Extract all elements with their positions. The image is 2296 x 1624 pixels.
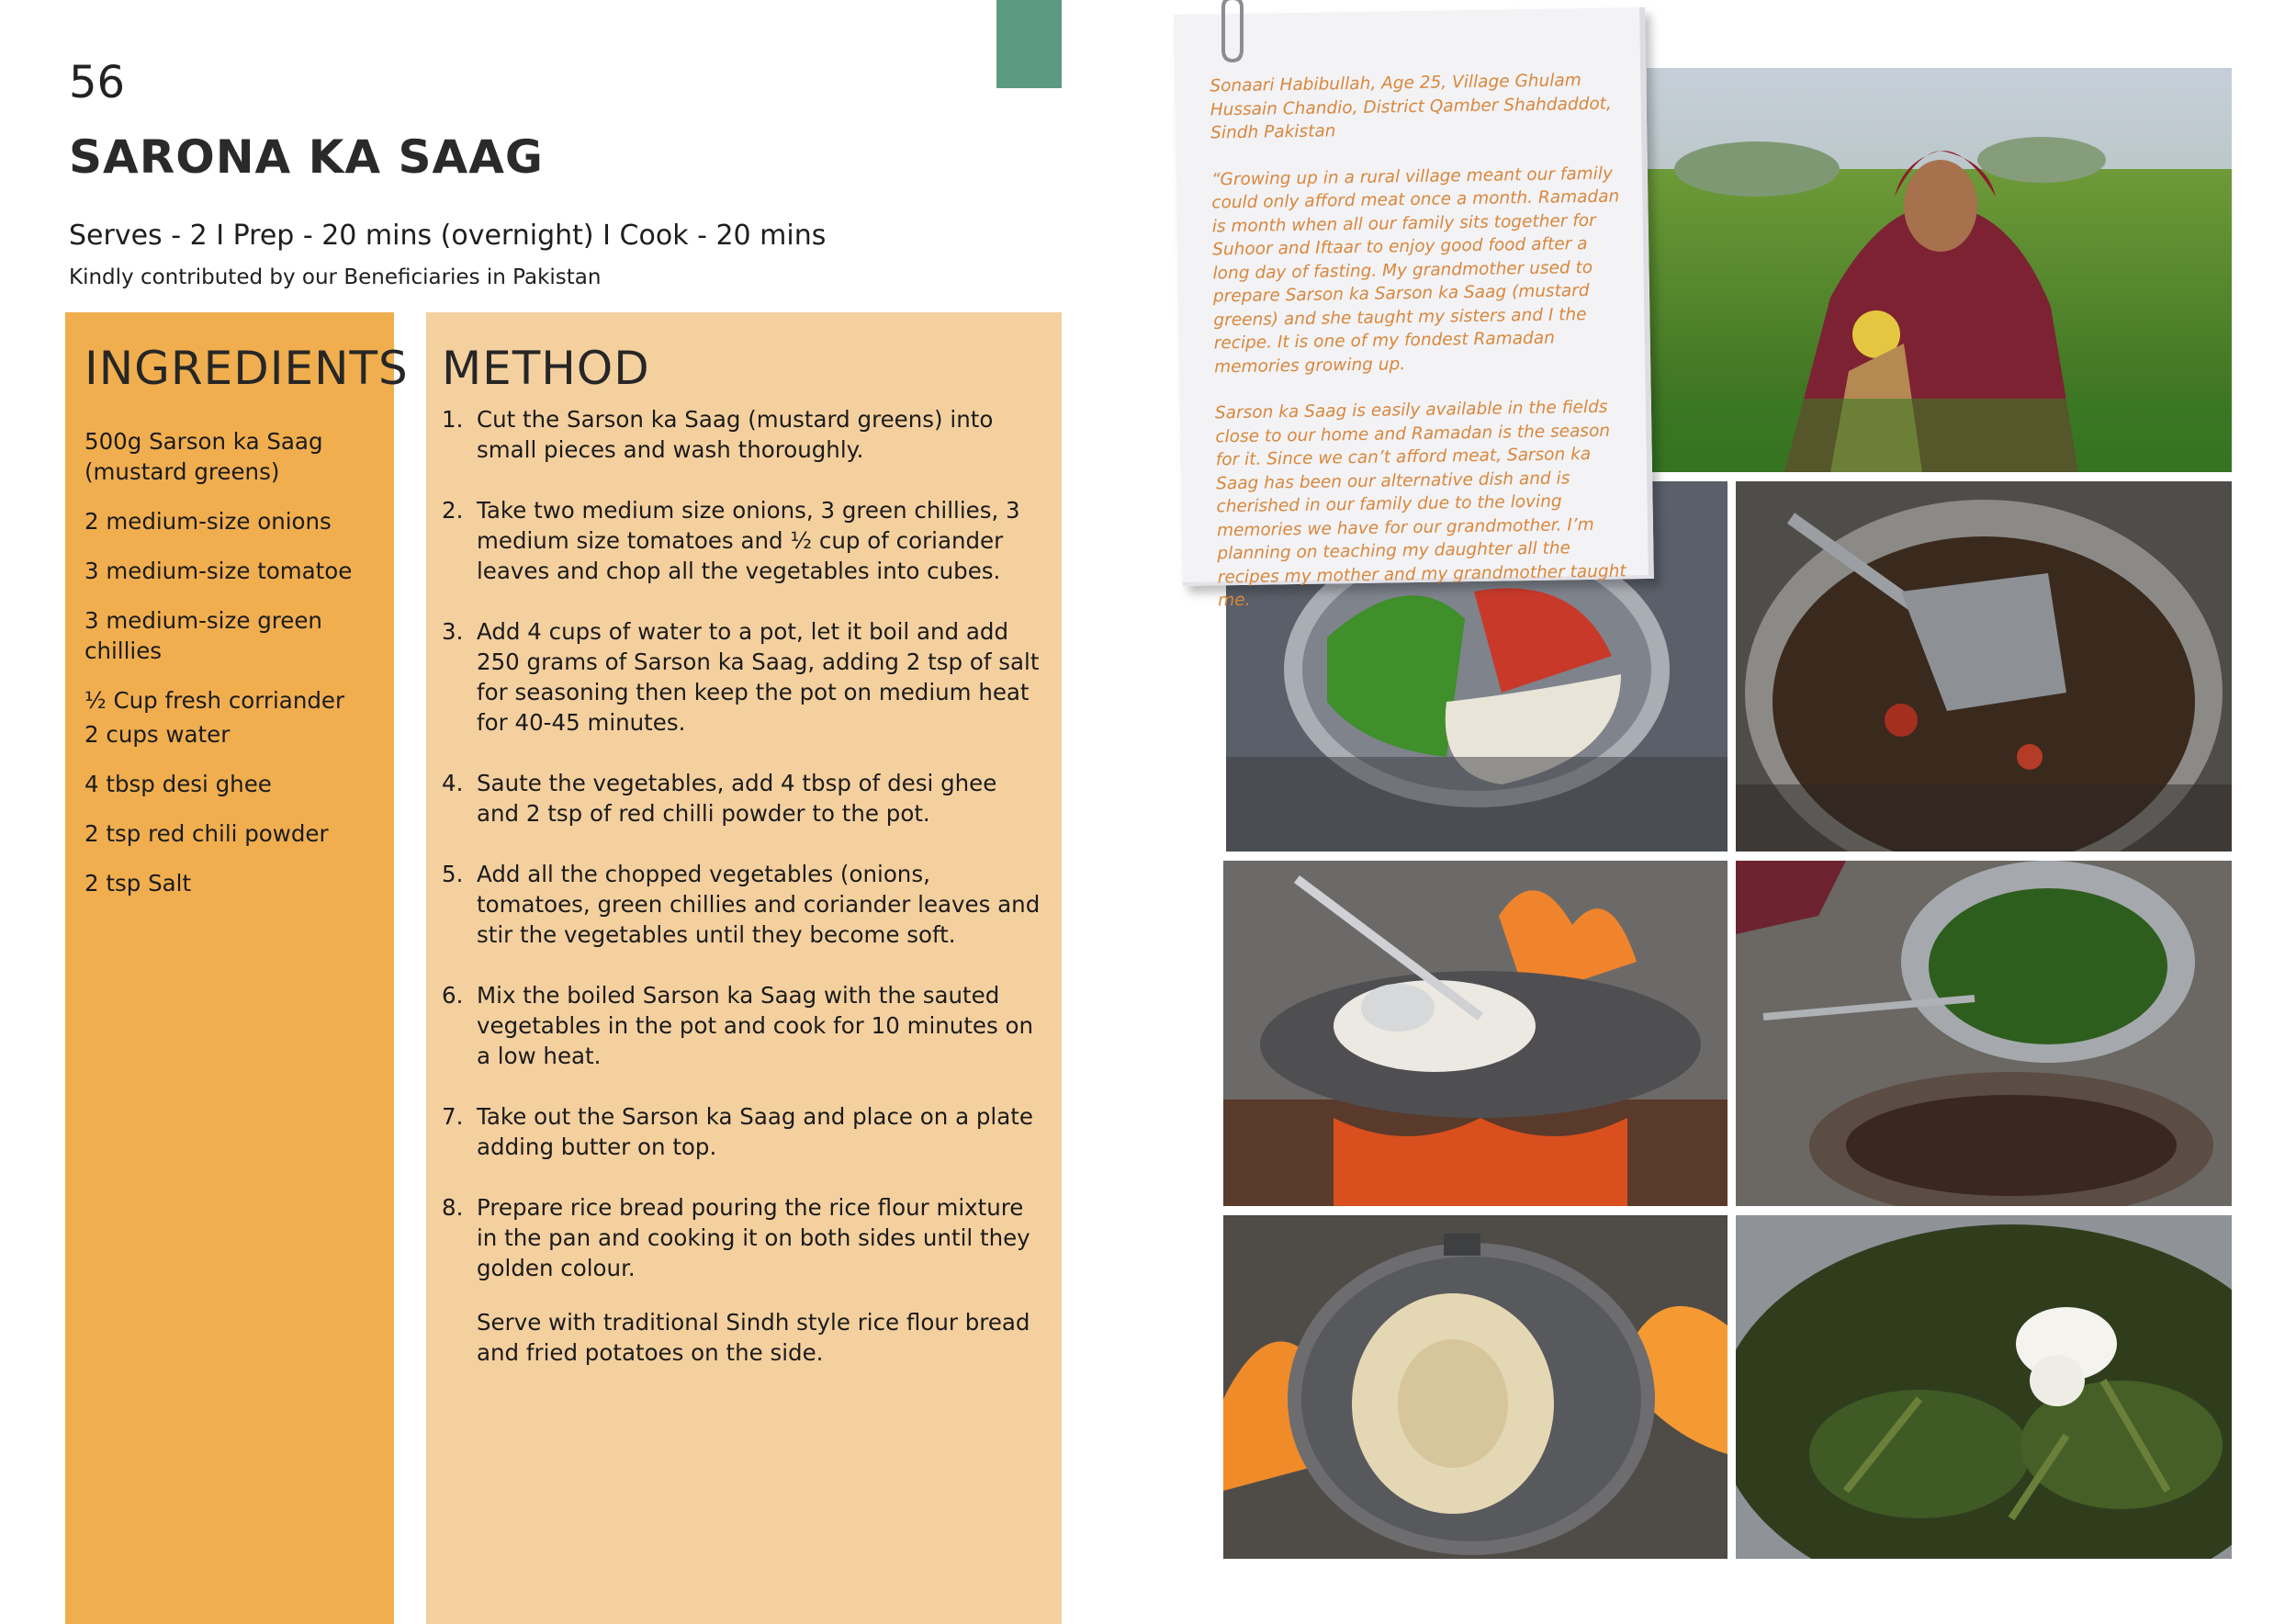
ingredient-item: 2 tsp red chili powder [84,820,329,847]
method-step [442,859,1043,950]
story-attribution: Sonaari Habibullah, Age 25, Village Ghulam Hussain Chandio, District Qamber Shahdaddot, Sindh Pakistan [1210,71,1612,143]
ingredients-heading: INGREDIENTS [84,342,409,395]
step-number: 5. [442,861,464,887]
ingredient-list [84,426,388,918]
step-text: Add all the chopped vegetables (onions, tomatoes, green chillies and coriander leaves and stir the vegetables until they become soft. [477,861,1041,948]
ingredient-item: ½ Cup fresh corriander [84,687,345,714]
recipe-title: SARONA KA SAAG [69,130,544,184]
step-text: Mix the boiled Sarson ka Saag with the sauted vegetables in the pot and cook for 10 minutes on a low heat. [477,982,1034,1069]
step-text: Add 4 cups of water to a pot, let it boil and add 250 grams of Sarson ka Saag, adding 2 tsp of salt for seasoning then keep the pot on medium heat for 40-45 minutes. [477,618,1040,736]
ingredient-item: 2 medium-size onions [84,508,332,535]
ingredient-item: 3 medium-size green chillies [84,607,322,664]
method-step [442,1192,1043,1283]
ingredient-item: 4 tbsp desi ghee [84,771,272,797]
step-number: 7. [442,1103,464,1130]
ingredient-item: 2 tsp Salt [84,870,192,897]
step-number: 4. [442,770,464,796]
photo-cooking-pot-stir [1736,481,2232,851]
page-tab-marker [996,0,1062,88]
step-text: Take out the Sarson ka Saag and place on a plate adding butter on top. [477,1103,1033,1160]
step-number: 3. [442,618,464,645]
photo-rice-bread-griddle [1223,861,1728,1206]
step-number: 8. [442,1194,464,1221]
serving-note: Serve with traditional Sindh style rice flour bread and fried potatoes on the side. [477,1309,1030,1366]
photo-bread-over-fire [1223,1215,1728,1559]
ingredients-panel [65,312,409,1624]
recipe-credit: Kindly contributed by our Beneficiaries in Pakistan [69,265,602,289]
method-step [442,1101,1043,1162]
paperclip-icon [1210,0,1260,70]
ingredient-item: 2 cups water [84,721,231,748]
story-note-card [1174,7,1654,611]
step-number: 1. [442,406,464,433]
photo-woman-in-mustard-field [1647,68,2232,472]
method-list [442,404,1043,1314]
story-paragraph: Sarson ka Saag is easily available in the fields close to our home and Ramadan is the season for it. Since we can’t afford meat, Sarson ka Saag has been our alternative dish and is cherished in our family due to the loving memories we have for our grandmother. I’m planning on teaching my daughter all the recipes my mother and my grandmother taught me. [1214,397,1626,611]
step-text: Prepare rice bread pouring the rice flour mixture in the pan and cooking it on both sides until they golden colour. [477,1194,1030,1281]
recipe-meta: Serves - 2 I Prep - 20 mins (overnight) I Cook - 20 mins [69,220,827,252]
photo-finished-saag-with-butter [1736,1215,2232,1559]
method-step [442,980,1043,1071]
story-text [1210,68,1627,635]
photo-saag-poured-into-pot [1736,861,2232,1206]
step-number: 2. [442,497,464,524]
method-heading: METHOD [442,342,650,395]
step-number: 6. [442,982,464,1009]
method-step [442,768,1043,829]
step-text: Take two medium size onions, 3 green chillies, 3 medium size tomatoes and ½ cup of coriander leaves and chop all the vegetables into cubes. [477,497,1020,584]
method-step [442,495,1043,586]
step-text: Saute the vegetables, add 4 tbsp of desi ghee and 2 tsp of red chilli powder to the pot. [477,770,997,827]
page-number: 56 [69,57,126,108]
story-quote: “Growing up in a rural village meant our family could only afford meat once a month. Ramadan is month when all our family sits together for Suhoor and Iftaar to enjoy good food after a long day of fasting. My grandmother used to prepare Sarson ka Sarson ka Saag (mustard greens) and she taught my sisters and I the recipe. It is one of my fondest Ramadan memories growing up. [1210,164,1620,377]
step-text: Cut the Sarson ka Saag (mustard greens) into small pieces and wash thoroughly. [477,406,994,463]
ingredient-item: 3 medium-size tomatoe [84,558,353,584]
method-step [442,404,1043,465]
ingredient-item: 500g Sarson ka Saag (mustard greens) [84,428,323,485]
method-panel [426,312,1062,1624]
method-step [442,616,1043,738]
